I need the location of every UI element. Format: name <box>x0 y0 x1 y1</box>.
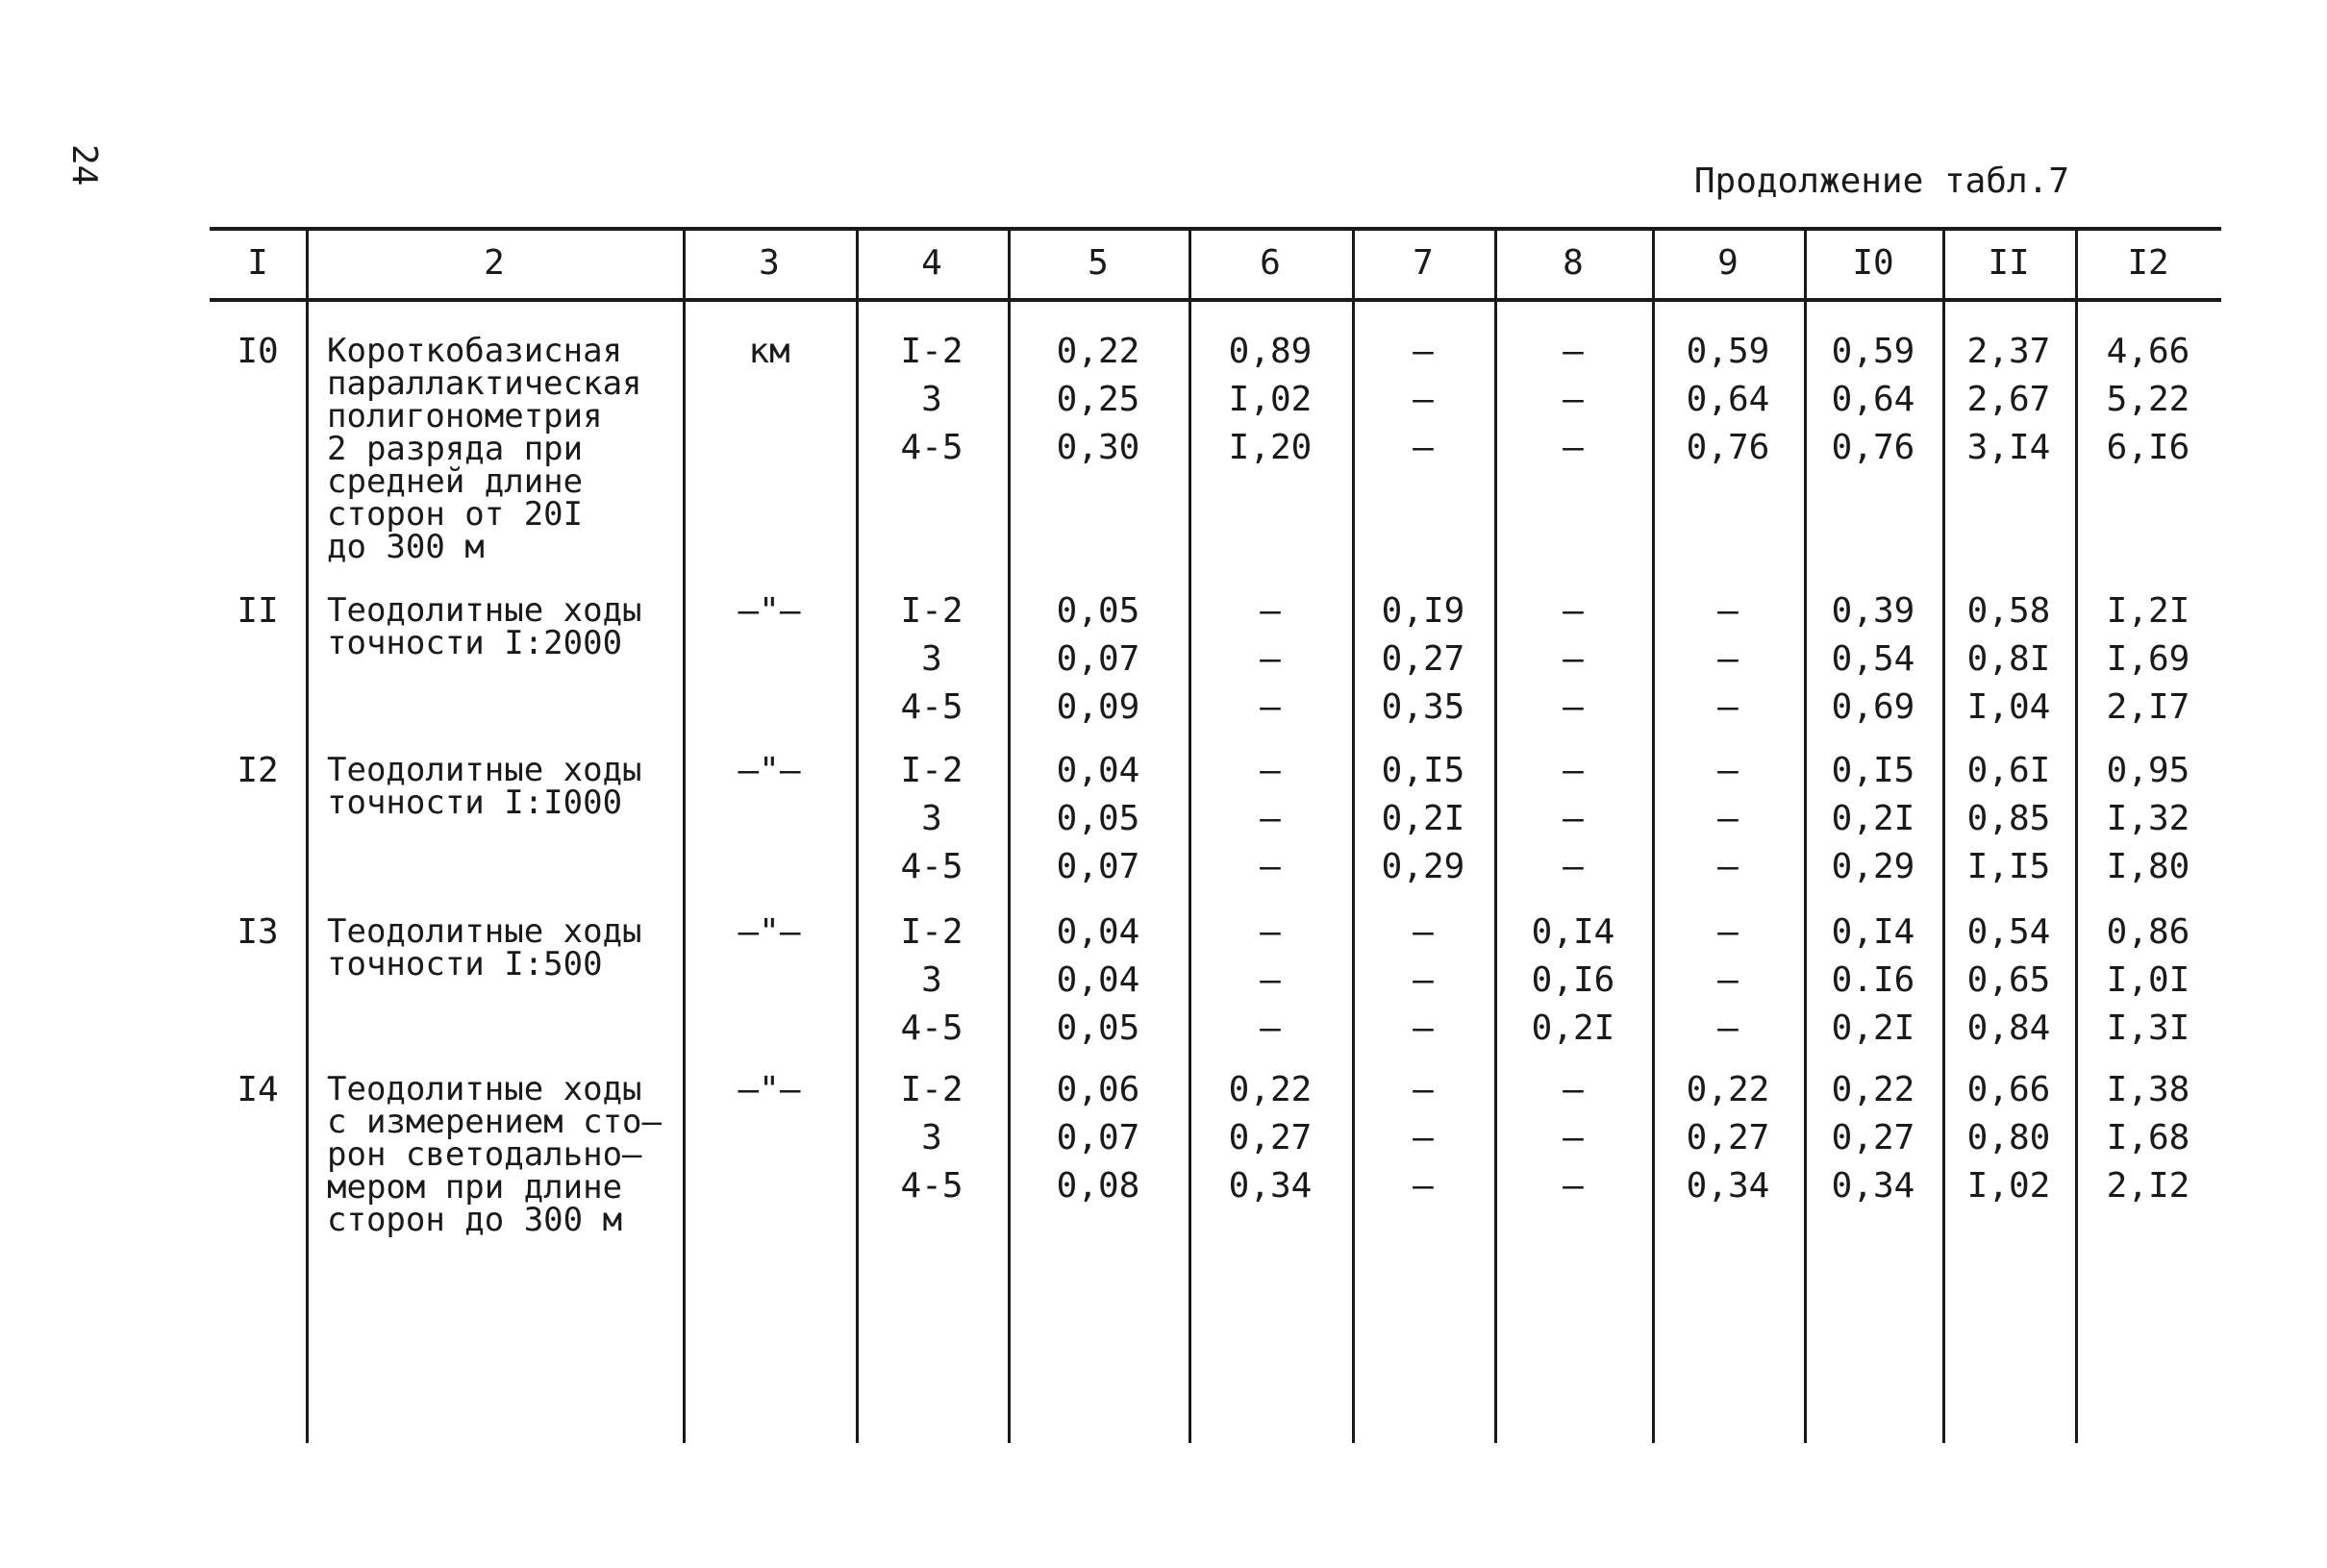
value-cell: 0,66 <box>1966 1070 2051 1109</box>
column-header: 7 <box>1413 243 1434 283</box>
value-cell: – <box>1563 687 1584 727</box>
category-cell: 3 <box>921 380 942 419</box>
value-cell: 2,37 <box>1966 332 2051 371</box>
table-top-rule <box>210 227 2221 231</box>
value-cell: – <box>1413 332 1434 371</box>
value-cell: I,32 <box>2106 799 2190 838</box>
column-header: 2 <box>484 243 505 283</box>
value-cell: I,I5 <box>1966 847 2051 886</box>
value-cell: 0,22 <box>1831 1070 1915 1109</box>
value-cell: 0,80 <box>1966 1118 2051 1157</box>
value-cell: 0,85 <box>1966 799 2051 838</box>
value-cell: – <box>1563 1118 1584 1157</box>
value-cell: 0,05 <box>1056 1008 1140 1048</box>
value-cell: 0,I4 <box>1831 912 1915 952</box>
value-cell: I,69 <box>2106 639 2190 679</box>
value-cell: 0,8I <box>1966 639 2051 679</box>
value-cell: – <box>1717 687 1739 727</box>
column-divider <box>683 227 686 1443</box>
value-cell: 0,76 <box>1831 428 1915 467</box>
data-table <box>210 227 2221 1443</box>
value-cell: 0,I5 <box>1831 751 1915 790</box>
value-cell: – <box>1717 639 1739 679</box>
value-cell: – <box>1260 591 1281 631</box>
category-cell: 4-5 <box>900 1166 963 1206</box>
value-cell: – <box>1563 428 1584 467</box>
category-cell: 3 <box>921 799 942 838</box>
value-cell: 2,I2 <box>2106 1166 2190 1206</box>
value-cell: – <box>1563 1070 1584 1109</box>
column-header: 4 <box>921 243 942 283</box>
value-cell: – <box>1260 1008 1281 1048</box>
value-cell: – <box>1260 639 1281 679</box>
value-cell: – <box>1717 960 1739 1000</box>
column-header: 9 <box>1717 243 1739 283</box>
row-number: I0 <box>237 332 279 371</box>
column-header: 3 <box>759 243 780 283</box>
table-header-rule <box>210 298 2221 302</box>
value-cell: – <box>1260 847 1281 886</box>
value-cell: 0,07 <box>1056 847 1140 886</box>
value-cell: – <box>1717 847 1739 886</box>
value-cell: 0,30 <box>1056 428 1140 467</box>
value-cell: – <box>1717 751 1739 790</box>
value-cell: 0,95 <box>2106 751 2190 790</box>
row-number: I3 <box>237 912 279 952</box>
category-cell: I-2 <box>900 912 963 952</box>
value-cell: 0,05 <box>1056 591 1140 631</box>
value-cell: – <box>1413 1166 1434 1206</box>
value-cell: 0,25 <box>1056 380 1140 419</box>
value-cell: 0,07 <box>1056 1118 1140 1157</box>
value-cell: 0,04 <box>1056 960 1140 1000</box>
value-cell: 0,I4 <box>1531 912 1615 952</box>
column-header: I2 <box>2127 243 2169 283</box>
category-cell: 3 <box>921 1118 942 1157</box>
category-cell: 3 <box>921 639 942 679</box>
column-divider <box>306 227 309 1443</box>
value-cell: – <box>1717 799 1739 838</box>
row-unit: –"– <box>738 912 801 952</box>
category-cell: 4-5 <box>900 428 963 467</box>
value-cell: – <box>1413 1070 1434 1109</box>
value-cell: 0,35 <box>1381 687 1465 727</box>
value-cell: – <box>1413 1008 1434 1048</box>
table-caption: Продолжение табл.7 <box>1693 162 2069 201</box>
value-cell: 0,05 <box>1056 799 1140 838</box>
value-cell: – <box>1563 751 1584 790</box>
value-cell: – <box>1413 912 1434 952</box>
value-cell: 0,76 <box>1686 428 1770 467</box>
row-number: I2 <box>237 751 279 790</box>
value-cell: 0,22 <box>1686 1070 1770 1109</box>
value-cell: – <box>1717 591 1739 631</box>
value-cell: – <box>1413 380 1434 419</box>
value-cell: 0,04 <box>1056 912 1140 952</box>
column-header: 8 <box>1563 243 1584 283</box>
value-cell: 0,58 <box>1966 591 2051 631</box>
category-cell: 4-5 <box>900 1008 963 1048</box>
value-cell: 0,2I <box>1831 1008 1915 1048</box>
row-description: Теодолитные ходы точности I:500 <box>327 912 642 983</box>
column-header: I0 <box>1852 243 1894 283</box>
category-cell: 4-5 <box>900 687 963 727</box>
row-number: II <box>237 591 279 631</box>
value-cell: 0,39 <box>1831 591 1915 631</box>
value-cell: 0,2I <box>1831 799 1915 838</box>
column-header: I <box>247 243 268 283</box>
value-cell: 0.I6 <box>1831 960 1915 1000</box>
value-cell: 0,64 <box>1831 380 1915 419</box>
value-cell: 0,84 <box>1966 1008 2051 1048</box>
value-cell: I,38 <box>2106 1070 2190 1109</box>
value-cell: 6,I6 <box>2106 428 2190 467</box>
value-cell: 5,22 <box>2106 380 2190 419</box>
column-header: 6 <box>1260 243 1281 283</box>
value-cell: 0,29 <box>1831 847 1915 886</box>
value-cell: – <box>1413 1118 1434 1157</box>
value-cell: – <box>1563 1166 1584 1206</box>
column-header: 5 <box>1088 243 1109 283</box>
value-cell: 0,08 <box>1056 1166 1140 1206</box>
value-cell: 0,2I <box>1381 799 1465 838</box>
value-cell: 0,54 <box>1966 912 2051 952</box>
row-description: Теодолитные ходы точности I:I000 <box>327 751 642 822</box>
value-cell: 2,67 <box>1966 380 2051 419</box>
value-cell: 0,69 <box>1831 687 1915 727</box>
value-cell: 0,09 <box>1056 687 1140 727</box>
value-cell: – <box>1563 639 1584 679</box>
value-cell: 0,89 <box>1228 332 1313 371</box>
value-cell: 0,06 <box>1056 1070 1140 1109</box>
value-cell: – <box>1260 799 1281 838</box>
value-cell: – <box>1563 591 1584 631</box>
value-cell: 0,86 <box>2106 912 2190 952</box>
category-cell: I-2 <box>900 332 963 371</box>
value-cell: 0,34 <box>1686 1166 1770 1206</box>
value-cell: 0,34 <box>1831 1166 1915 1206</box>
value-cell: 0,54 <box>1831 639 1915 679</box>
value-cell: I,0I <box>2106 960 2190 1000</box>
value-cell: I,3I <box>2106 1008 2190 1048</box>
value-cell: 0,65 <box>1966 960 2051 1000</box>
category-cell: I-2 <box>900 1070 963 1109</box>
value-cell: I,04 <box>1966 687 2051 727</box>
category-cell: 4-5 <box>900 847 963 886</box>
row-description: Теодолитные ходы с измерением сто– рон светодально– мером при длине сторон до 300 м <box>327 1070 662 1239</box>
value-cell: I,02 <box>1966 1166 2051 1206</box>
row-description: Теодолитные ходы точности I:2000 <box>327 591 642 662</box>
value-cell: I,80 <box>2106 847 2190 886</box>
value-cell: 0,27 <box>1228 1118 1313 1157</box>
row-description: Короткобазисная параллактическая полигонометрия 2 разряда при средней длине сторон от 20I до 300 м <box>327 332 642 566</box>
value-cell: – <box>1563 332 1584 371</box>
value-cell: – <box>1563 799 1584 838</box>
value-cell: – <box>1563 380 1584 419</box>
value-cell: 0,07 <box>1056 639 1140 679</box>
value-cell: 0,59 <box>1831 332 1915 371</box>
row-unit: –"– <box>738 1070 801 1109</box>
value-cell: 0,64 <box>1686 380 1770 419</box>
value-cell: – <box>1260 960 1281 1000</box>
value-cell: – <box>1260 687 1281 727</box>
row-unit: –"– <box>738 751 801 790</box>
value-cell: 0,04 <box>1056 751 1140 790</box>
value-cell: – <box>1717 912 1739 952</box>
value-cell: 0,22 <box>1056 332 1140 371</box>
value-cell: 3,I4 <box>1966 428 2051 467</box>
value-cell: 0,27 <box>1831 1118 1915 1157</box>
value-cell: – <box>1260 912 1281 952</box>
value-cell: 0,I9 <box>1381 591 1465 631</box>
value-cell: – <box>1260 751 1281 790</box>
value-cell: 0,27 <box>1686 1118 1770 1157</box>
category-cell: I-2 <box>900 591 963 631</box>
category-cell: 3 <box>921 960 942 1000</box>
column-header: II <box>1988 243 2030 283</box>
row-number: I4 <box>237 1070 279 1109</box>
value-cell: 0,6I <box>1966 751 2051 790</box>
value-cell: 0,29 <box>1381 847 1465 886</box>
value-cell: 0,22 <box>1228 1070 1313 1109</box>
category-cell: I-2 <box>900 751 963 790</box>
value-cell: 0,I6 <box>1531 960 1615 1000</box>
value-cell: I,02 <box>1228 380 1313 419</box>
value-cell: 0,59 <box>1686 332 1770 371</box>
page-number: 24 <box>64 144 104 187</box>
value-cell: – <box>1413 960 1434 1000</box>
value-cell: – <box>1563 847 1584 886</box>
value-cell: 0,34 <box>1228 1166 1313 1206</box>
value-cell: 0,I5 <box>1381 751 1465 790</box>
value-cell: 4,66 <box>2106 332 2190 371</box>
value-cell: 2,I7 <box>2106 687 2190 727</box>
value-cell: I,68 <box>2106 1118 2190 1157</box>
value-cell: I,2I <box>2106 591 2190 631</box>
value-cell: 0,27 <box>1381 639 1465 679</box>
value-cell: 0,2I <box>1531 1008 1615 1048</box>
value-cell: – <box>1413 428 1434 467</box>
value-cell: I,20 <box>1228 428 1313 467</box>
value-cell: – <box>1717 1008 1739 1048</box>
row-unit: км <box>748 332 790 371</box>
row-unit: –"– <box>738 591 801 631</box>
